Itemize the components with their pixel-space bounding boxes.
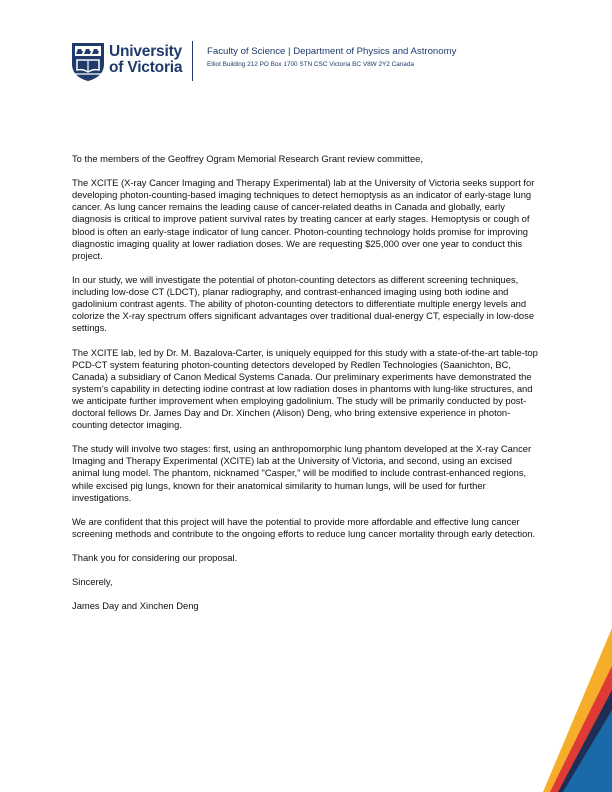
signature: James Day and Xinchen Deng — [72, 600, 199, 612]
salutation: To the members of the Geoffrey Ogram Memorial Research Grant review committee, — [72, 153, 423, 164]
uvic-logo — [71, 42, 191, 82]
letter-body — [72, 153, 542, 625]
letterhead-divider — [192, 41, 193, 81]
department-line: Faculty of Science | Department of Physics and Astronomy — [207, 46, 457, 57]
university-name-line2: of Victoria — [109, 59, 183, 76]
paragraph-lab: The XCITE lab, led by Dr. M. Bazalova-Carter, is uniquely equipped for this study with a state-of-the-art table-top PCD-CT system featuring photon-counting detectors developed by Redlen Technologies (Saanichton, BC, Canada) a subsidiary of Canon Medical Systems Canada. Our preliminary experiments have demonstrated the system’s capability in detecting iodine contrast at low radiation doses in phantoms with lung-like structures, and we anticipate further improvement when employing gadolinium. The study will be primarily conducted by post-doctoral fellows Dr. James Day and Dr. Xinchen (Alison) Deng, who bring extensive experience in photon-counting detector imaging. — [72, 346, 538, 431]
paragraph-stages: The study will involve two stages: first, using an anthropomorphic lung phantom developed at the X-ray Cancer Imaging and Therapy Experimental (XCITE) lab at the University of Victoria, and second, using an excised animal lung model. The phantom, nicknamed "Casper," will be modified to include contrast-enhanced regions, while excised pig lungs, known for their anatomical similarity to human lungs, will be used for further investigations. — [72, 443, 532, 503]
university-name — [109, 44, 182, 76]
paragraph-study: In our study, we will investigate the potential of photon-counting detectors as different screening techniques, including low-dose CT (LDCT), planar radiography, and contrast-enhanced imaging using both iodine and gadolinium contrast agents. The ability of photon-counting detectors to differentiate multiple energy levels and colorize the X-ray spectrum offers significant advantages over traditional dual-energy CT, especially in low-dose settings. — [72, 273, 535, 334]
paragraph-thanks: Thank you for considering our proposal. — [72, 552, 238, 564]
address-line: Elliot Building 212 PO Box 1700 STN CSC Victoria BC V8W 2Y2 Canada — [207, 61, 414, 68]
stripe-red — [550, 666, 612, 792]
closing: Sincerely, — [72, 576, 113, 588]
paragraph-confidence: We are confident that this project will have the potential to provide more affordable and effective lung cancer screening methods and contribute to the ongoing efforts to reduce lung cancer mortality through early detection. — [72, 515, 536, 539]
university-name-line1: University — [109, 43, 182, 60]
uvic-crest-icon — [71, 42, 105, 82]
paragraph-intro: The XCITE (X-ray Cancer Imaging and Therapy Experimental) lab at the University of Victoria seeks support for developing photon-counting-based imaging techniques to detect hemoptysis as an indicator of early-stage lung cancer. As lung cancer remains the leading cause of cancer-related deaths in Canada and globally, early diagnosis is critical to improve patient survival rates by treating cancer at early stages. Hemoptysis or cough of blood is often an early-stage indicator of lung cancer. Photon-counting technology holds promise for improving diagnostic imaging quality at lower radiation doses. We are requesting $25,000 over one year to conduct this project. — [72, 177, 535, 261]
stripe-yellow — [543, 628, 612, 792]
stripe-blue — [563, 710, 612, 792]
stripe-navy — [558, 690, 612, 792]
